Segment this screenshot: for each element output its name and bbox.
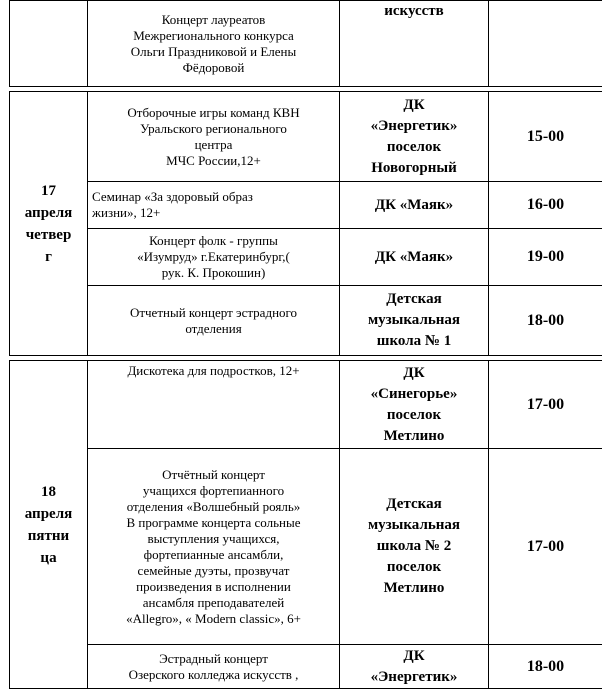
- venue-line: Метлино: [383, 580, 445, 596]
- event-line: Отчетный концерт эстрадного: [129, 304, 298, 320]
- venue-line: ДК «Маяк»: [374, 196, 454, 213]
- event-line: фортепианные ансамбли,: [143, 546, 284, 562]
- venue-line: Метлино: [383, 427, 445, 444]
- day-line: четвер: [25, 226, 72, 243]
- event-line: «Изумруд» г.Екатеринбург,(: [137, 249, 290, 264]
- event-cell: [88, 645, 340, 689]
- event-line: Эстрадный концерт: [159, 650, 268, 666]
- event-line: Семинар «За здоровый образ: [92, 189, 253, 204]
- schedule-table: [9, 0, 602, 689]
- venue-line: ДК «Маяк»: [374, 248, 454, 265]
- day-cell-empty: [10, 1, 88, 87]
- venue-cell: [340, 229, 489, 286]
- event-line: Концерт лауреатов: [161, 11, 266, 27]
- event-cell: [88, 182, 340, 229]
- venue-line: «Энергетик»: [370, 668, 458, 685]
- venue-line: поселок: [386, 406, 442, 423]
- event-line: Концерт фолк - группы: [149, 233, 278, 248]
- day-line: г: [45, 248, 52, 265]
- venue-line: школа № 2: [376, 538, 452, 554]
- venue-cell: [340, 449, 489, 645]
- venue-line: искусств: [384, 3, 444, 19]
- table-row: [10, 1, 602, 87]
- event-line: отделения «Волшебный рояль»: [126, 498, 301, 514]
- event-line: Озерского колледжа искусств ,: [128, 666, 299, 682]
- time-cell: 16-00: [489, 182, 602, 229]
- day-line: 17: [41, 182, 56, 199]
- time-cell: [489, 1, 602, 87]
- event-line: учащихся фортепианного: [142, 482, 285, 498]
- table-row: [10, 229, 602, 286]
- time-cell: 17-00: [489, 361, 602, 449]
- time-cell: 17-00: [489, 449, 602, 645]
- event-line: В программе концерта сольные: [126, 514, 301, 530]
- event-line: Уральского регионального: [140, 120, 287, 136]
- table-row: [10, 645, 602, 689]
- venue-cell: [340, 645, 489, 689]
- venue-line: поселок: [386, 559, 442, 575]
- time-cell: 18-00: [489, 286, 602, 356]
- day-line: ца: [40, 549, 57, 566]
- venue-cell: [340, 1, 489, 87]
- event-cell: [88, 1, 340, 87]
- table-row: [10, 361, 602, 449]
- time-cell: 18-00: [489, 645, 602, 689]
- event-line: рук. К. Прокошин): [161, 265, 266, 280]
- event-line: семейные дуэты, прозвучат: [137, 562, 290, 578]
- event-line: Фёдоровой: [182, 59, 245, 75]
- event-cell: [88, 286, 340, 356]
- table-row: [10, 92, 602, 182]
- venue-cell: [340, 182, 489, 229]
- venue-cell: [340, 361, 489, 449]
- day-label-18: [10, 361, 88, 689]
- time-cell: 19-00: [489, 229, 602, 286]
- venue-cell: [340, 286, 489, 356]
- time-cell: 15-00: [489, 92, 602, 182]
- event-line: МЧС России,12+: [166, 152, 261, 168]
- event-line: ансамбля преподавателей: [142, 594, 285, 610]
- event-line: произведения в исполнении: [136, 578, 291, 594]
- event-cell: [88, 229, 340, 286]
- venue-line: «Синегорье»: [370, 385, 458, 402]
- day-line: пятни: [27, 527, 70, 544]
- event-line: жизни», 12+: [92, 205, 161, 220]
- event-line: Отборочные игры команд КВН: [127, 104, 300, 120]
- venue-line: ДК: [403, 364, 425, 381]
- event-line: Дискотека для подростков, 12+: [127, 363, 300, 378]
- venue-line: ДК: [403, 647, 425, 664]
- event-cell: [88, 92, 340, 182]
- event-cell: [88, 361, 340, 449]
- event-line: Межрегионального конкурса: [133, 27, 294, 43]
- venue-line: школа № 1: [376, 333, 452, 349]
- event-line: отделения: [185, 320, 242, 336]
- event-line: «Allegro», « Modern classic», 6+: [126, 610, 301, 626]
- venue-line: Новогорный: [371, 159, 457, 176]
- day-line: апреля: [24, 505, 73, 522]
- event-cell: [88, 449, 340, 645]
- venue-line: музыкальная: [367, 517, 461, 533]
- day-label-17: [10, 92, 88, 356]
- venue-line: поселок: [386, 138, 442, 155]
- venue-line: Детская: [386, 291, 442, 307]
- venue-line: музыкальная: [367, 312, 461, 328]
- event-line: Ольги Праздниковой и Елены: [130, 43, 297, 59]
- event-line: выступления учащихся,: [147, 530, 280, 546]
- venue-line: «Энергетик»: [370, 117, 458, 134]
- event-line: центра: [194, 136, 233, 152]
- table-row: [10, 182, 602, 229]
- day-line: апреля: [24, 204, 73, 221]
- event-line: Отчётный концерт: [162, 466, 265, 482]
- table-row: [10, 449, 602, 645]
- venue-cell: [340, 92, 489, 182]
- day-line: 18: [41, 483, 56, 500]
- table-row: [10, 286, 602, 356]
- venue-line: Детская: [386, 496, 442, 512]
- venue-line: ДК: [403, 96, 425, 113]
